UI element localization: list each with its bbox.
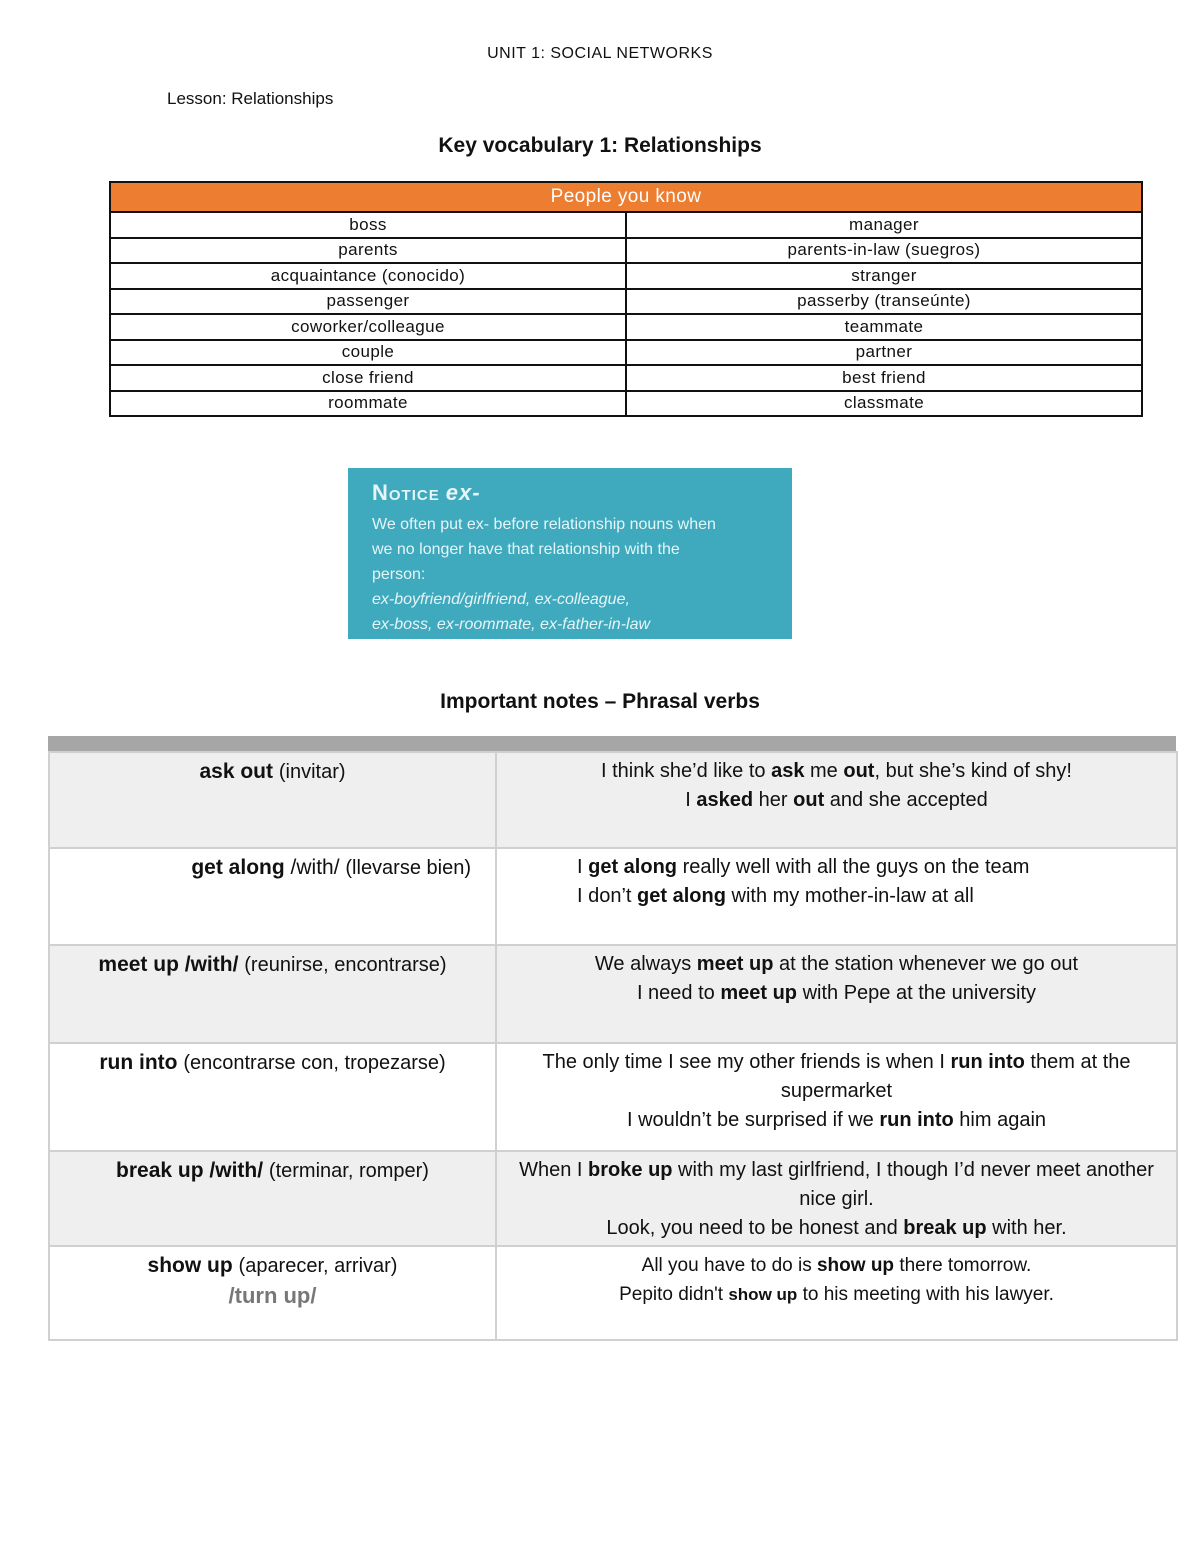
phrasal-table-wrap (48, 736, 1176, 1341)
example: I get along really well with all the guys on the team (577, 856, 1030, 878)
example-cell (496, 1246, 1177, 1340)
example: Pepito didn't show up to his meeting with his lawyer. (619, 1284, 1054, 1305)
notice-title-text: Notice (372, 480, 440, 505)
vocab-cell: boss (110, 212, 626, 238)
vocab-cell: teammate (626, 314, 1142, 340)
verb-cell (49, 752, 496, 848)
table-row (49, 1246, 1177, 1340)
example-cell (496, 1151, 1177, 1246)
verb-meaning: (encontrarse con, tropezarse) (183, 1052, 446, 1074)
vocab-cell: parents-in-law (suegros) (626, 238, 1142, 264)
vocab-cell: stranger (626, 263, 1142, 289)
example: I don’t get along with my mother-in-law at all (577, 885, 974, 907)
vocab-cell: coworker/colleague (110, 314, 626, 340)
verb-cell (49, 1246, 496, 1340)
example: Look, you need to be honest and break up with her. (606, 1217, 1067, 1239)
verb-cell (49, 1043, 496, 1151)
phrasal-heading: Important notes – Phrasal verbs (440, 690, 760, 713)
notice-line: We often put ex- before relationship nouns when (372, 516, 716, 533)
example: I think she’d like to ask me out, but she’s kind of shy! (601, 760, 1072, 782)
table-row (110, 289, 1142, 315)
verb: get along (191, 856, 285, 879)
example-cell (496, 945, 1177, 1043)
example: I need to meet up with Pepe at the university (636, 982, 1037, 1004)
vocab-cell: best friend (626, 365, 1142, 391)
notice-title-ex: ex- (445, 480, 481, 505)
vocab-cell: close friend (110, 365, 626, 391)
verb-cell (49, 1151, 496, 1246)
table-row (110, 314, 1142, 340)
example: The only time I see my other friends is when I run into them at the supermarket (542, 1051, 1131, 1102)
verb-meaning: (llevarse bien) (345, 857, 471, 879)
verb-meaning: (terminar, romper) (268, 1160, 429, 1182)
vocab-cell: passerby (transeúnte) (626, 289, 1142, 315)
verb-meaning: (invitar) (278, 761, 346, 783)
verb-with: /with/ (290, 856, 340, 879)
notice-title (372, 480, 792, 506)
table-row (110, 212, 1142, 238)
verb-alternative: /turn up/ (228, 1283, 317, 1308)
notice-line: person: (372, 566, 426, 583)
verb-meaning: (aparecer, arrivar) (238, 1255, 398, 1277)
example-cell (496, 752, 1177, 848)
notice-line: we no longer have that relationship with the (372, 541, 680, 558)
notice-box (348, 468, 792, 639)
table-row (49, 752, 1177, 848)
example: We always meet up at the station whenever we go out (594, 953, 1079, 975)
table-row (49, 848, 1177, 945)
verb: run into (99, 1051, 178, 1074)
table-row (49, 1151, 1177, 1246)
verb-meaning: (reunirse, encontrarse) (244, 954, 447, 976)
vocab-cell: acquaintance (conocido) (110, 263, 626, 289)
vocab-heading: Key vocabulary 1: Relationships (438, 134, 762, 157)
table-row (110, 238, 1142, 264)
vocab-cell: passenger (110, 289, 626, 315)
table-row (110, 365, 1142, 391)
unit-title: UNIT 1: SOCIAL NETWORKS (487, 45, 713, 62)
table-row (110, 263, 1142, 289)
verb: ask out (199, 760, 273, 783)
vocab-cell: parents (110, 238, 626, 264)
example: I asked her out and she accepted (685, 789, 988, 811)
lesson-label: Lesson: Relationships (167, 89, 334, 108)
notice-line: ex-boyfriend/girlfriend, ex-colleague, (372, 591, 630, 608)
example-cell (496, 848, 1177, 945)
table-row (49, 1043, 1177, 1151)
vocab-cell: couple (110, 340, 626, 366)
phrasal-table (48, 751, 1178, 1341)
vocab-cell: partner (626, 340, 1142, 366)
vocab-cell: classmate (626, 391, 1142, 417)
vocab-cell: roommate (110, 391, 626, 417)
table-row (110, 391, 1142, 417)
vocab-cell: manager (626, 212, 1142, 238)
example: When I broke up with my last girlfriend, I though I’d never meet another nice girl. (519, 1159, 1154, 1210)
verb-cell (49, 848, 496, 945)
example: I wouldn’t be surprised if we run into him again (626, 1109, 1047, 1131)
verb: show up (147, 1254, 233, 1277)
example-cell (496, 1043, 1177, 1151)
table-row (110, 340, 1142, 366)
notice-line: ex-boss, ex-roommate, ex-father-in-law (372, 616, 651, 633)
vocab-table-header: People you know (110, 182, 1142, 212)
verb: meet up /with/ (98, 953, 239, 976)
vocab-table (109, 181, 1143, 417)
table-row (49, 945, 1177, 1043)
verb-cell (49, 945, 496, 1043)
verb: break up /with/ (116, 1159, 264, 1182)
phrasal-table-topbar (48, 736, 1176, 751)
example: All you have to do is show up there tomorrow. (641, 1255, 1032, 1276)
